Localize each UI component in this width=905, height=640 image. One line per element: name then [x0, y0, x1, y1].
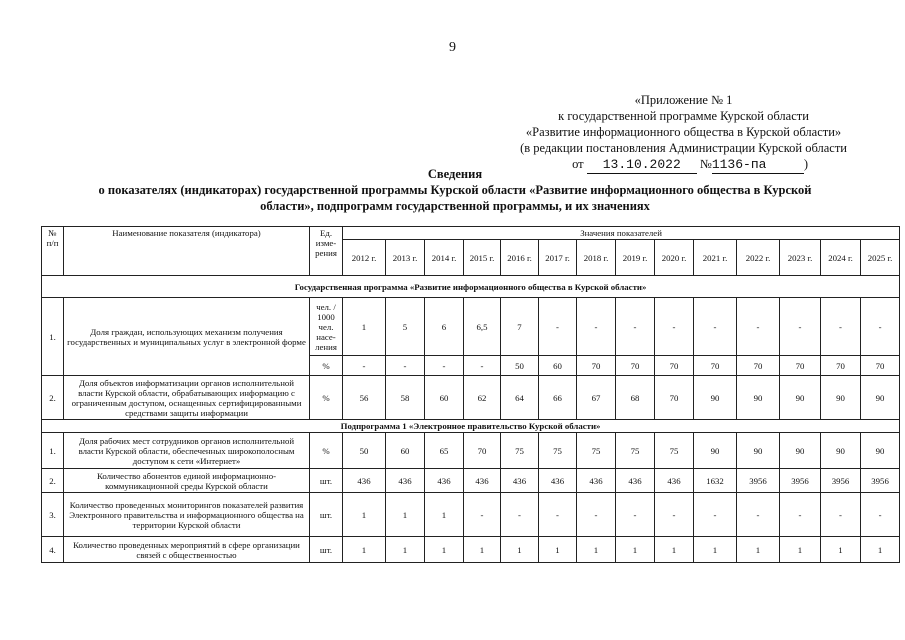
value-cell: 75	[501, 433, 539, 469]
close-paren: )	[803, 157, 808, 171]
value-cell: -	[780, 298, 821, 356]
value-cell: 1	[386, 537, 425, 563]
value-cell: 436	[616, 469, 655, 493]
table-row	[42, 298, 900, 356]
value-cell: -	[539, 493, 577, 537]
indicator-name: Доля граждан, использующих механизм получения государственных и муниципальных услуг в электронной форме	[64, 298, 310, 376]
value-cell: 1	[737, 537, 780, 563]
value-cell: 70	[577, 356, 616, 376]
value-cell: -	[655, 298, 694, 356]
value-cell: 436	[655, 469, 694, 493]
value-cell: 90	[821, 376, 861, 420]
value-cell: 1	[861, 537, 900, 563]
appendix-line-2: к государственной программе Курской области	[558, 109, 809, 123]
value-cell: 60	[425, 376, 464, 420]
header-year: 2020 г.	[655, 240, 694, 276]
value-cell: 58	[386, 376, 425, 420]
value-cell: -	[616, 493, 655, 537]
value-cell: 90	[737, 433, 780, 469]
value-cell: -	[343, 356, 386, 376]
header-name: Наименование показателя (индикатора)	[64, 227, 310, 276]
value-cell: -	[539, 298, 577, 356]
table-row	[42, 469, 900, 493]
table-row	[42, 433, 900, 469]
value-cell: 3956	[780, 469, 821, 493]
value-cell: 1	[577, 537, 616, 563]
unit-cell: шт.	[310, 537, 343, 563]
value-cell: -	[501, 493, 539, 537]
value-cell: 90	[694, 433, 737, 469]
value-cell: 90	[861, 376, 900, 420]
unit-cell: %	[310, 356, 343, 376]
value-cell: -	[577, 298, 616, 356]
value-cell: 90	[861, 433, 900, 469]
value-cell: 7	[501, 298, 539, 356]
title-line-2: о показателях (индикаторах) государственной программы Курской области «Развитие информационного общества в Курской	[98, 183, 812, 197]
value-cell: 436	[386, 469, 425, 493]
section-row-subprogram	[42, 420, 900, 433]
value-cell: -	[577, 493, 616, 537]
row-number: 3.	[42, 493, 64, 537]
value-cell: 90	[780, 376, 821, 420]
value-cell: 90	[780, 433, 821, 469]
value-cell: 1	[694, 537, 737, 563]
date-prefix: от	[572, 157, 584, 171]
indicator-name: Количество проведенных мониторингов показателей развития Электронного правительства и информационного общества на территории Курской области	[64, 493, 310, 537]
row-number: 4.	[42, 537, 64, 563]
date-value: 13.10.2022	[587, 157, 697, 174]
header-row-1	[42, 227, 900, 240]
header-year: 2016 г.	[501, 240, 539, 276]
value-cell: -	[821, 298, 861, 356]
value-cell: 50	[343, 433, 386, 469]
row-number: 1.	[42, 298, 64, 376]
value-cell: 5	[386, 298, 425, 356]
indicators-table	[41, 226, 900, 563]
title-line-1: Сведения	[427, 167, 483, 181]
value-cell: 70	[694, 356, 737, 376]
value-cell: 1	[501, 537, 539, 563]
value-cell: 436	[539, 469, 577, 493]
appendix-line-1: «Приложение № 1	[634, 93, 733, 107]
value-cell: 1	[425, 537, 464, 563]
header-year: 2019 г.	[616, 240, 655, 276]
value-cell: 70	[655, 356, 694, 376]
value-cell: -	[386, 356, 425, 376]
unit-cell: %	[310, 376, 343, 420]
value-cell: 90	[737, 376, 780, 420]
value-cell: 3956	[861, 469, 900, 493]
value-cell: 1	[386, 493, 425, 537]
number-prefix: №	[699, 157, 712, 171]
indicator-name: Количество проведенных мероприятий в сфере организации связей с общественностью	[64, 537, 310, 563]
value-cell: -	[464, 356, 501, 376]
table-row	[42, 493, 900, 537]
section-title-subprogram: Подпрограмма 1 «Электронное правительство Курской области»	[42, 420, 900, 433]
unit-cell: шт.	[310, 493, 343, 537]
value-cell: 68	[616, 376, 655, 420]
value-cell: 75	[655, 433, 694, 469]
value-cell: 1	[464, 537, 501, 563]
value-cell: 1	[655, 537, 694, 563]
value-cell: 70	[616, 356, 655, 376]
value-cell: 1	[616, 537, 655, 563]
header-year: 2015 г.	[464, 240, 501, 276]
header-year: 2021 г.	[694, 240, 737, 276]
header-num: № п/п	[42, 227, 64, 276]
value-cell: -	[861, 493, 900, 537]
value-cell: 1	[343, 493, 386, 537]
value-cell: 60	[386, 433, 425, 469]
header-year: 2013 г.	[386, 240, 425, 276]
value-cell: 3956	[737, 469, 780, 493]
table-row	[42, 376, 900, 420]
header-year: 2017 г.	[539, 240, 577, 276]
value-cell: 436	[501, 469, 539, 493]
value-cell: 1	[343, 537, 386, 563]
value-cell: 62	[464, 376, 501, 420]
value-cell: -	[780, 493, 821, 537]
indicator-name: Количество абонентов единой информационно-коммуникационной среды Курской области	[64, 469, 310, 493]
value-cell: 90	[821, 433, 861, 469]
header-year: 2014 г.	[425, 240, 464, 276]
value-cell: 66	[539, 376, 577, 420]
appendix-line-4: (в редакции постановления Администрации Курской области	[520, 141, 847, 155]
value-cell: 70	[737, 356, 780, 376]
value-cell: -	[655, 493, 694, 537]
value-cell: 70	[780, 356, 821, 376]
number-value: 1136-па	[712, 157, 804, 174]
value-cell: 75	[539, 433, 577, 469]
header-year: 2023 г.	[780, 240, 821, 276]
appendix-block	[520, 92, 847, 174]
table-row	[42, 537, 900, 563]
value-cell: 67	[577, 376, 616, 420]
header-year: 2024 г.	[821, 240, 861, 276]
value-cell: 1	[539, 537, 577, 563]
value-cell: 1	[425, 493, 464, 537]
header-year: 2012 г.	[343, 240, 386, 276]
indicator-name: Доля объектов информатизации органов исполнительной власти Курской области, обрабатывающих информацию с ограниченным доступом, оснащенных сертифицированными средствами защиты информации	[64, 376, 310, 420]
value-cell: 75	[577, 433, 616, 469]
value-cell: 1	[780, 537, 821, 563]
indicator-name: Доля рабочих мест сотрудников органов исполнительной власти Курской области, обеспеченных широкополосным доступом к сети «Интернет»	[64, 433, 310, 469]
row-number: 1.	[42, 433, 64, 469]
document-title	[70, 166, 840, 214]
value-cell: 3956	[821, 469, 861, 493]
value-cell: -	[821, 493, 861, 537]
value-cell: 50	[501, 356, 539, 376]
value-cell: 436	[577, 469, 616, 493]
value-cell: 6	[425, 298, 464, 356]
unit-cell: шт.	[310, 469, 343, 493]
section-row-program	[42, 276, 900, 298]
value-cell: 70	[464, 433, 501, 469]
header-values-group: Значения показателей	[343, 227, 900, 240]
value-cell: 70	[861, 356, 900, 376]
header-year: 2018 г.	[577, 240, 616, 276]
value-cell: -	[694, 493, 737, 537]
value-cell: 64	[501, 376, 539, 420]
value-cell: -	[737, 298, 780, 356]
value-cell: 1632	[694, 469, 737, 493]
value-cell: 75	[616, 433, 655, 469]
row-number: 2.	[42, 376, 64, 420]
title-line-3: области», подпрограмм государственной программы, и их значениях	[260, 199, 650, 213]
value-cell: -	[861, 298, 900, 356]
unit-cell: %	[310, 433, 343, 469]
appendix-line-3: «Развитие информационного общества в Курской области»	[525, 125, 842, 139]
unit-cell: чел. / 1000 чел. насе-ления	[310, 298, 343, 356]
value-cell: 70	[655, 376, 694, 420]
value-cell: 90	[694, 376, 737, 420]
value-cell: 65	[425, 433, 464, 469]
value-cell: 1	[821, 537, 861, 563]
value-cell: -	[425, 356, 464, 376]
value-cell: 1	[343, 298, 386, 356]
value-cell: 70	[821, 356, 861, 376]
header-year: 2022 г.	[737, 240, 780, 276]
section-title-program: Государственная программа «Развитие информационного общества в Курской области»	[42, 276, 900, 298]
value-cell: 56	[343, 376, 386, 420]
value-cell: -	[737, 493, 780, 537]
header-unit: Ед. изме-рения	[310, 227, 343, 276]
value-cell: 6,5	[464, 298, 501, 356]
value-cell: -	[464, 493, 501, 537]
value-cell: 436	[425, 469, 464, 493]
row-number: 2.	[42, 469, 64, 493]
value-cell: 436	[464, 469, 501, 493]
page-number: 9	[449, 40, 456, 55]
value-cell: 436	[343, 469, 386, 493]
header-year: 2025 г.	[861, 240, 900, 276]
value-cell: -	[616, 298, 655, 356]
value-cell: 60	[539, 356, 577, 376]
value-cell: -	[694, 298, 737, 356]
